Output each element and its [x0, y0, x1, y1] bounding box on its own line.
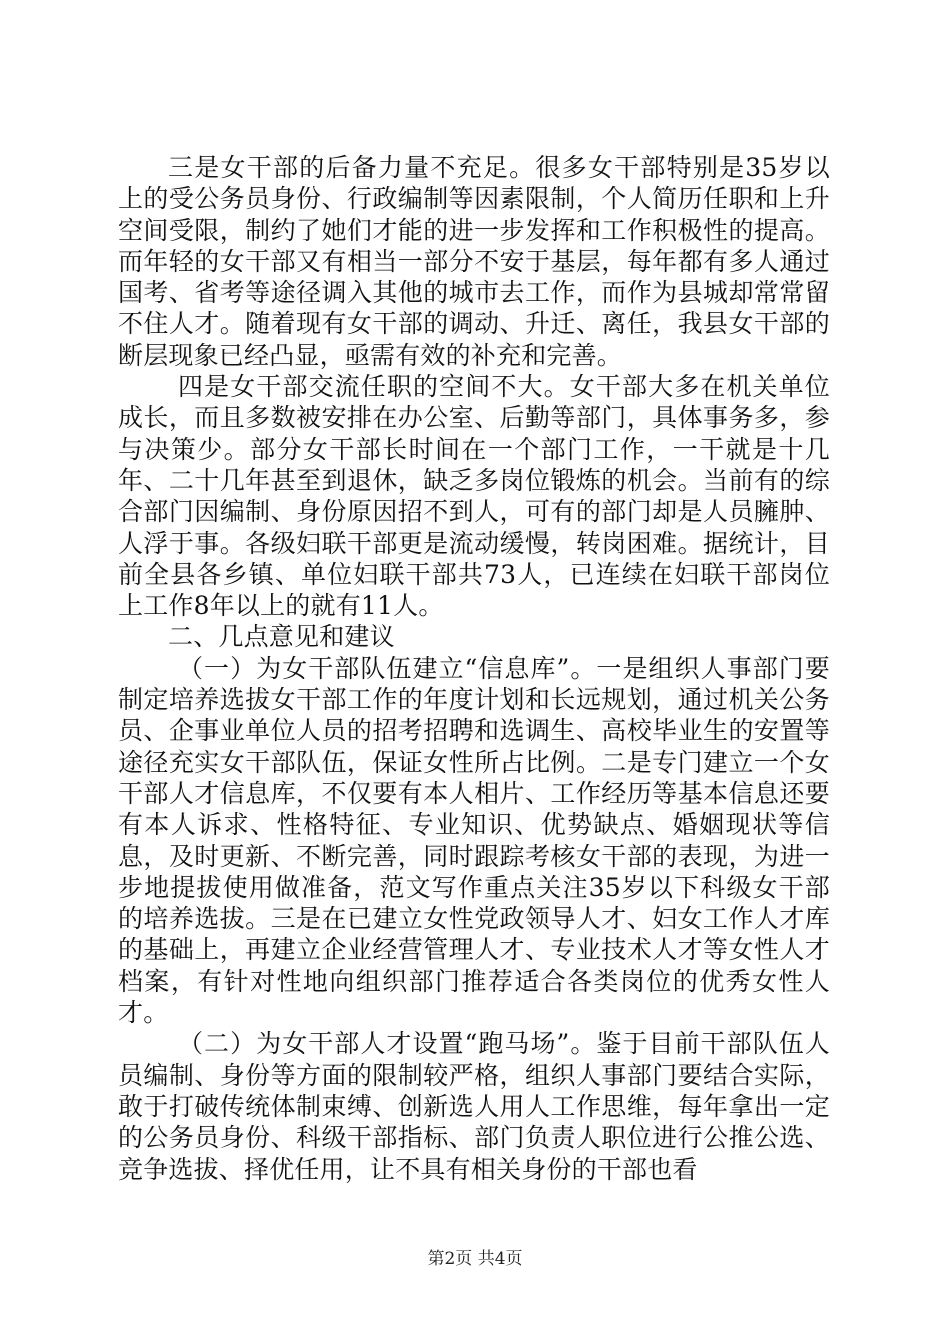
paragraph-reserve-strength: 三是女干部的后备力量不充足。很多女干部特别是35岁以上的受公务员身份、行政编制等因素限制，个人简历任职和上升空间受限，制约了她们才能的进一步发挥和工作积极性的提高。而年轻的女干部又有相当一部分不安于基层，每年都有多人通过国考、省考等途径调入其他的城市去工作，而作为县城却常常留不住人才。随着现有女干部的调动、升迁、离任，我县女干部的断层现象已经凸显，亟需有效的补充和完善。: [118, 153, 830, 370]
paragraph-info-database: （一）为女干部队伍建立“信息库”。一是组织人事部门要制定培养选拔女干部工作的年度计划和长远规划，通过机关公务员、企事业单位人员的招考招聘和选调生、高校毕业生的安置等途径充实女干部队伍，保证女性所占比例。二是专门建立一个女干部人才信息库，不仅要有本人相片、工作经历等基本信息还要有本人诉求、性格特征、专业知识、优势缺点、婚姻现状等信息，及时更新、不断完善，同时跟踪考核女干部的表现，为进一步地提拔使用做准备，范文写作重点关注35岁以下科级女干部的培养选拔。三是在已建立女性党政领导人才、妇女工作人才库的基础上，再建立企业经营管理人才、专业技术人才等女性人才档案，有针对性地向组织部门推荐适合各类岗位的优秀女性人才。: [118, 653, 830, 1028]
page-number-footer: 第2页 共4页: [427, 1249, 523, 1269]
document-body: [118, 152, 830, 1185]
section-heading-suggestions: 二、几点意见和建议: [168, 622, 395, 652]
paragraph-racecourse: （二）为女干部人才设置“跑马场”。鉴于目前干部队伍人员编制、身份等方面的限制较严格，组织人事部门要结合实际，敢于打破传统体制束缚、创新选人用人工作思维，每年拿出一定的公务员身份、科级干部指标、部门负责人职位进行公推公选、竞争选拔、择优任用，让不具有相关身份的干部也看: [118, 1029, 830, 1184]
paragraph-exchange-space: 四是女干部交流任职的空间不大。女干部大多在机关单位成长，而且多数被安排在办公室、后勤等部门，具体事务多，参与决策少。部分女干部长时间在一个部门工作，一干就是十几年、二十几年甚至到退休，缺乏多岗位锻炼的机会。当前有的综合部门因编制、身份原因招不到人，可有的部门却是人员臃肿、人浮于事。各级妇联干部更是流动缓慢，转岗困难。据统计，目前全县各乡镇、单位妇联干部共73人，已连续在妇联干部岗位上工作8年以上的就有11人。: [118, 372, 830, 621]
